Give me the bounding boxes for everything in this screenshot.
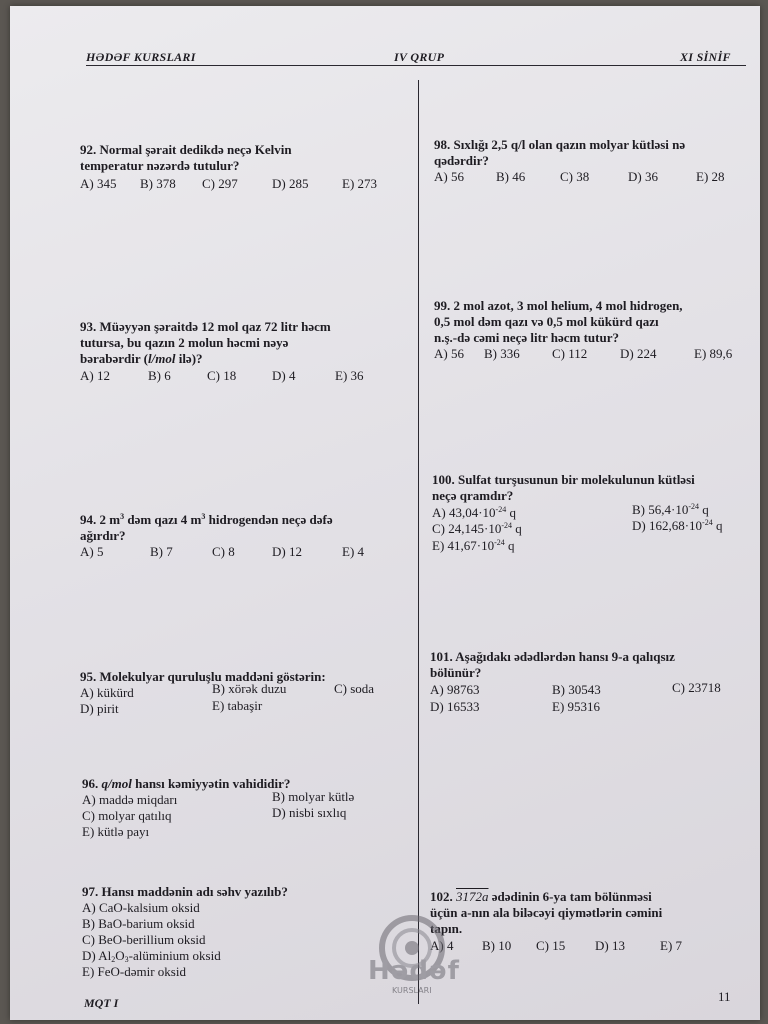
q95-option-c[interactable]: C) soda [334,681,375,696]
question-93-line2: tutursa, bu qazın 2 molun həcmi nəyə [80,335,289,350]
q92-option-c[interactable]: C) 297 [202,176,238,191]
q98-option-c[interactable]: C) 38 [560,169,590,184]
q97-option-e[interactable]: E) FeO-dəmir oksid [82,964,186,979]
q95-option-b[interactable]: B) xörək duzu [212,681,287,696]
q100-option-c[interactable]: C) $24,145\cdot 10^{-24}$ q [432,521,522,536]
question-94-line2: ağırdır? [80,528,126,543]
q95-option-a[interactable]: A) kükürd [80,685,134,700]
q102-option-a[interactable]: A) 4 [430,938,454,953]
logo-wordmark: Hədəf [368,956,460,986]
q94-option-a[interactable]: A) 5 [80,544,104,559]
page-number: 11 [718,989,731,1004]
q99-option-d[interactable]: D) 224 [620,346,657,361]
q94-option-e[interactable]: E) 4 [342,544,365,559]
q96-option-a[interactable]: A) maddə miqdarı [82,792,178,807]
question-99-line2: 0,5 mol dəm qazı və 0,5 mol kükürd qazı [434,314,659,329]
q97-option-a[interactable]: A) CaO-kalsium oksid [82,900,200,915]
q102-option-e[interactable]: E) 7 [660,938,683,953]
overlined-number: 3172a [456,889,489,904]
question-102-line1: 102. 3172a ədədinin 6-ya tam bölünməsi [430,889,652,904]
q99-option-c[interactable]: C) 112 [552,346,588,361]
header-rule [86,65,746,66]
q102-option-d[interactable]: D) 13 [595,938,625,953]
question-101-line2: bölünür? [430,665,482,680]
q96-option-b[interactable]: B) molyar kütlə [272,789,355,804]
question-101-line1: 101. Aşağıdakı ədədlərdən hansı 9-a qalıqsız [430,649,675,664]
q101-option-a[interactable]: A) 98763 [430,682,480,697]
q92-option-b[interactable]: B) 378 [140,176,176,191]
header-left: HƏDƏF KURSLARI [86,50,196,64]
q97-option-b[interactable]: B) BaO-barium oksid [82,916,195,931]
q98-option-b[interactable]: B) 46 [496,169,526,184]
question-100-line2: neçə qramdır? [432,488,514,503]
q96-option-d[interactable]: D) nisbi sıxlıq [272,805,347,820]
hedef-logo-watermark [362,910,472,1000]
q99-option-a[interactable]: A) 56 [434,346,464,361]
q98-option-d[interactable]: D) 36 [628,169,658,184]
question-97-text: 97. Hansı maddənin adı səhv yazılıb? [82,884,288,899]
q92-option-a[interactable]: A) 345 [80,176,117,191]
question-98-line1: 98. Sıxlığı 2,5 q/l olan qazın molyar kütləsi nə [434,137,686,152]
q94-option-c[interactable]: C) 8 [212,544,235,559]
q101-option-d[interactable]: D) 16533 [430,699,480,714]
q100-option-e[interactable]: E) $41,67\cdot 10^{-24}$ q [432,538,515,553]
footer-left: MQT I [84,996,119,1010]
q95-option-e[interactable]: E) tabaşir [212,698,263,713]
q101-option-c[interactable]: C) 23718 [672,680,721,695]
q93-option-d[interactable]: D) 4 [272,368,296,383]
q102-option-c[interactable]: C) 15 [536,938,566,953]
q96-option-e[interactable]: E) kütlə payı [82,824,150,839]
column-divider [418,80,419,1004]
q93-option-a[interactable]: A) 12 [80,368,110,383]
q92-option-d[interactable]: D) 285 [272,176,309,191]
question-95-text: 95. Molekulyar quruluşlu maddəni göstərin: [80,669,326,684]
logo-subtext: KURSLARI [392,986,432,995]
question-99-line1: 99. 2 mol azot, 3 mol helium, 4 mol hidrogen, [434,298,683,313]
q101-option-b[interactable]: B) 30543 [552,682,601,697]
q94-option-d[interactable]: D) 12 [272,544,302,559]
q96-option-c[interactable]: C) molyar qatılıq [82,808,172,823]
unit-l-per-mol: l/mol [148,351,176,366]
q94-option-b[interactable]: B) 7 [150,544,173,559]
q93-option-b[interactable]: B) 6 [148,368,171,383]
q101-option-e[interactable]: E) 95316 [552,699,601,714]
q97-option-d[interactable]: D) $Al_2O_3$-alüminium oksid [82,948,221,964]
question-99-line3: n.ş.-də cəmi neçə litr həcm tutur? [434,330,619,345]
question-94-line1: 94. 2 $m^3$ dəm qazı 4 $m^3$ hidrogendən neçə dəfə [80,512,333,527]
question-100-line1: 100. Sulfat turşusunun bir molekulunun kütləsi [432,472,695,487]
unit-q-per-mol: q/mol [101,776,132,791]
exam-page [10,6,760,1020]
question-93-line1: 93. Müəyyən şəraitdə 12 mol qaz 72 litr həcm [80,319,331,334]
question-96-text: 96. q/mol hansı kəmiyyətin vahididir? [82,776,291,791]
question-93-line3: bərabərdir (l/mol ilə)? [80,351,203,366]
q100-option-d[interactable]: D) $162,68\cdot 10^{-24}$ q [632,518,723,533]
q102-option-b[interactable]: B) 10 [482,938,512,953]
q100-option-a[interactable]: A) $43,04\cdot 10^{-24}$ q [432,505,516,520]
q97-option-c[interactable]: C) BeO-berillium oksid [82,932,206,947]
q93-option-c[interactable]: C) 18 [207,368,237,383]
question-92-text: 92. Normal şərait dedikdə neçə Kelvin temperatur nəzərdə tutulur? [80,142,292,173]
q100-option-b[interactable]: B) $56,4\cdot 10^{-24}$ q [632,502,709,517]
header-center: IV QRUP [394,50,445,64]
q98-option-a[interactable]: A) 56 [434,169,464,184]
q92-option-e[interactable]: E) 273 [342,176,378,191]
question-98-line2: qədərdir? [434,153,489,168]
q99-option-e[interactable]: E) 89,6 [694,346,733,361]
question-102-line2: üçün a-nın ala biləcəyi qiymətlərin cəmini [430,905,663,920]
q93-option-e[interactable]: E) 36 [335,368,364,383]
q98-option-e[interactable]: E) 28 [696,169,725,184]
q95-option-d[interactable]: D) pirit [80,701,119,716]
q99-option-b[interactable]: B) 336 [484,346,520,361]
question-102-line3: tapın. [430,921,463,936]
header-right: XI SİNİF [680,50,731,64]
